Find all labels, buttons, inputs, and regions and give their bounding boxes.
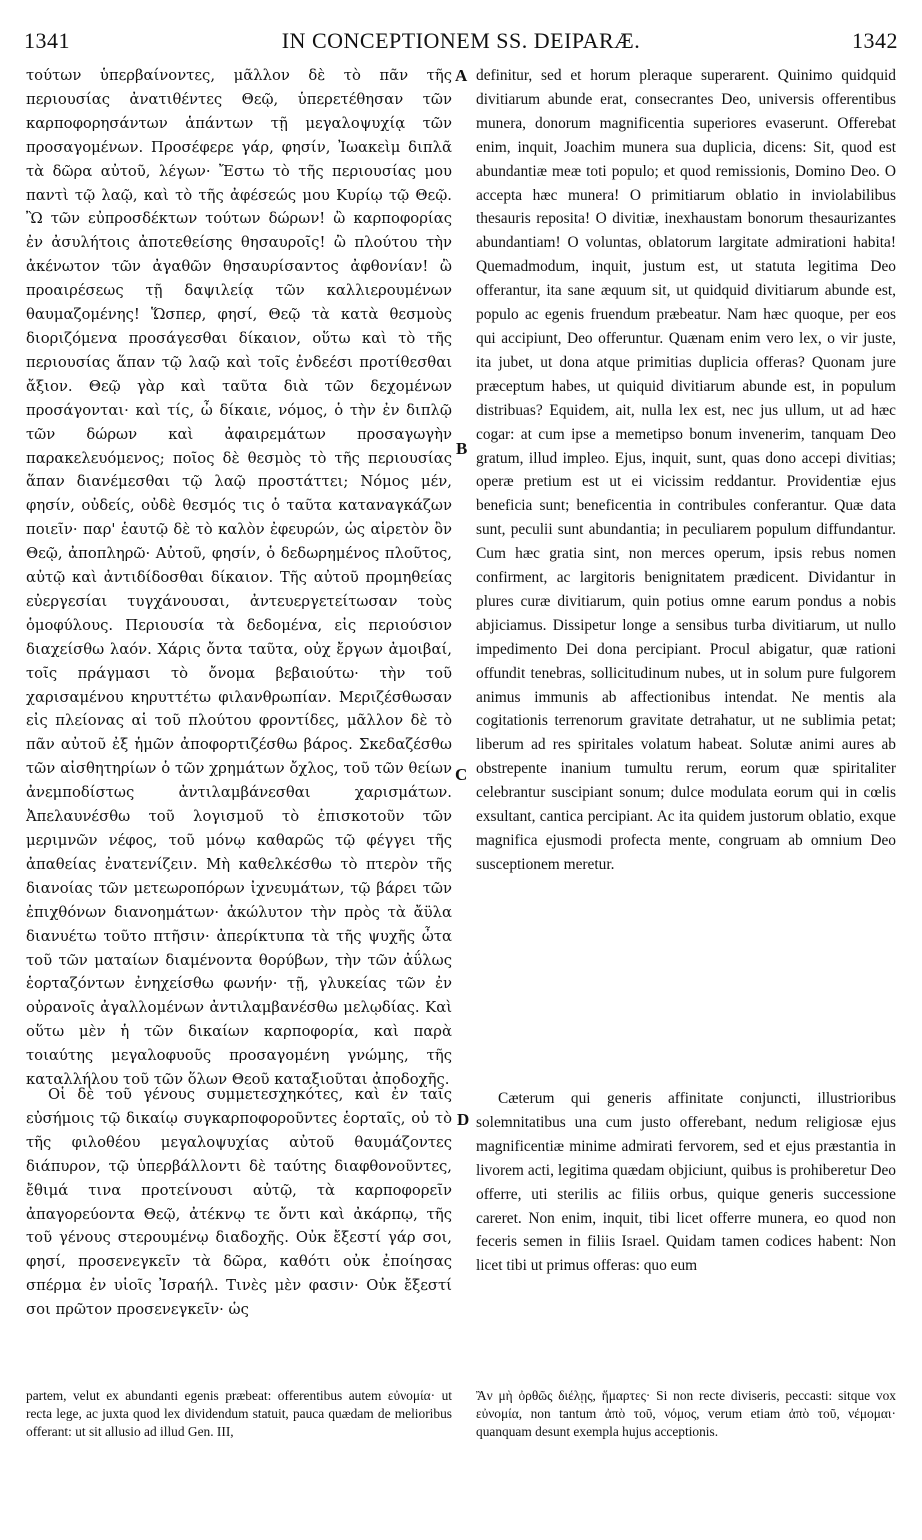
greek-paragraph-2: Οἱ δὲ τοῦ γένους συμμετεσχηκότες, καὶ ἐν ταῖς εὐσήμοις τῷ δικαίῳ συγκαρποφοροῦντες ἑορταῖς, οὐ τὸ τῆς φιλοθέου μεγαλοψυχίας αὐτοῦ θαυμάζοντες διάπυρον, τῷ ὑπερβάλλοντι δὲ ταύτης διαφθονοῦντες, ἔθιμά τινα προτείνουσι αὐτῷ, τὰ καρποφορεῖν ἀπαγορεύοντα Θεῷ, ἀτέκνῳ τε ὄντι καὶ ἀκάρπῳ, τῆς τοῦ γένους στερουμένῳ διαδοχῆς. Οὐκ ἔξεστί γάρ σοι, φησί, προσενεγκεῖν τὰ δῶρα, καθότι οὐκ ἐποίησας σπέρμα ἐν υἱοῖς Ἰσραήλ. Τινὲς μὲν φασιν· Οὐκ ἔξεστί σοι πρῶτον προσενεγκεῖν· ὡς (26, 1086, 452, 1319)
footnote-right: Ἂν μὴ ὀρθῶς διέλῃς, ἥμαρτες· Si non recte diviseris, peccasti: sitque vox εὐνομία, non tantum ἀπὸ τοῦ, νόμος, verum etiam ἀπὸ τοῦ, νέμομαι· quanquam desunt exempla hujus acceptionis. (476, 1388, 896, 1439)
latin-paragraph-1: definitur, sed et horum pleraque superarent. Quinimo quidquid divitiarum abunde erat, consecrantes Deo, universis offerentibus munera, donorum magnificentia superiores evaserunt. Offerebat enim, inquit, Joachim munera sua duplicia, dicens: Sit, quod est abundantiæ meæ toti populo; et quod remissionis, Domino Deo. O accepta hæc munera! O primitiarum oblatio in inviolabilibus thesauris reposita! O divitiæ, inexhaustam bonorum thesaurizantes abundantiam! O voluntas, oblatorum largitate admirationi habita! Quemadmodum, inquit, justum est, ut statuta legitima Deo offerantur, ita sane æquum sit, ut quidquid divitiarum abunde est, populo ac egenis fruendum præbeatur. Nam hæc quoque, per eos qui accipiunt, Deo offeruntur. Quænam enim vero lex, o vir juste, ita jubet, ut dona atque primitias duplicia offeras? Quonam jure præceptum habes, ut quiquid divitiarum abunde est, in populum distribuas? Equidem, ait, nulla lex est, nec jus ullum, ut ad hæc cogar: at cum ipse a memetipso bonum invenerim, tanquam Deo gratum, illud impleo. Ejus, inquit, sunt, quas dono accepi divitias; operæ pretium est ut ei vicissim reddantur. Providentiæ ejus beneficia sunt; beneficentia in contribules conferantur. Quæ data sunt, peculii sunt abundantia; in peculiarem populum diffundantur. Cum hæc gratia sint, non merces operum, ipsis rebus nomen confirment, ac largitoris benignitatem prædicent. Dividantur in plures curæ divitiarum, quin potius omne earum pondus a nobis abjiciamus. Dissipetur longe a sensibus turba divitiarum, ut nullo impedimento Dei dona percipiant. Procul abigatur, quæ rationi offundit tenebras, sollicitudinum nubes, ut in solum pure fulgorem animus immunis ab affectionibus intendat. Ne mentis ala cogitationis terrenorum gravitate detrahatur, ut ne sublimia petat; liberum ad res spiritales volatum habeat. Solutæ animi aures ab obstrepente inanium tumultu rerum, eorum quæ spiritaliter celebrantur suscipiant sonum; dulce modulata eorum qui in cœlis exsultant, cantica percipiant. Ac ita quidem justorum oblatio, exque magnifica ejusmodi profecta mente, congruam ab omnium Deo susceptionem meretur. (476, 67, 896, 873)
footnote-left: partem, velut ex abundanti egenis præbeat: offerentibus autem εὐνομία· ut recta lege, ac juxta quod lex dividendum statuit, pauca quædam de melioribus offerant: ut sit allusio ad illud Gen. III, (26, 1388, 452, 1439)
greek-column-upper (26, 64, 452, 1092)
page-number-left: 1341 (24, 28, 70, 53)
section-marker-a: A (455, 66, 468, 85)
section-marker-d: D (457, 1110, 470, 1129)
running-title: IN CONCEPTIONEM SS. DEIPARÆ. (281, 28, 641, 53)
latin-column-lower (476, 1087, 896, 1278)
latin-paragraph-2: Cæterum qui generis affinitate conjuncti, illustrioribus solemnitatibus una cum justo offerebant, nedum religiosæ ejus magnificentiæ minime admirati fervorem, sed et ejus præstantia in livorem acti, legitima quædam objiciunt, quibus is prohiberetur Deo offerre, uti sterilis ac filiis orbus, quique generis successione careret. Non enim, inquit, tibi licet offerre munera, eo quod non feceris semen in filiis Israel. Quidam tamen codices habent: Non licet tibi ut primus offeras: quo eum (476, 1090, 896, 1275)
section-marker-c: C (455, 765, 468, 784)
section-marker-b: B (456, 439, 468, 458)
page-header (24, 28, 898, 62)
greek-paragraph-1: τούτων ὑπερβαίνοντες, μᾶλλον δὲ τὸ πᾶν τῆς περιουσίας ἀνατιθέντες Θεῷ, ὑπερετέθησαν τῶν καρποφορησάντων ἁπάντων τῇ μεγαλοψυχίᾳ τῶν προσαγομένων. Προσέφερε γάρ, φησίν, Ἰωακεὶμ διπλᾶ τὰ δῶρα αὐτοῦ, λέγων· Ἔστω τὸ τῆς περιουσίας μου παντὶ τῷ λαῷ, καὶ τὸ τῆς ἀφέσεώς μου Κυρίῳ τῷ Θεῷ. Ὢ τῶν εὐπροσδέκτων τούτων δώρων! ὢ καρποφορίας ἐν ἀσυλήτοις ἀποτεθείσης θησαυροῖς! ὢ πλούτου τὴν ἀκένωτον τῶν ἀγαθῶν θησαυρίσαντος ἀφθονίαν! ὢ προαιρέσεως τῇ δαψιλείᾳ τῶν καλλιερουμένων θαυμαζομένης! Ὥσπερ, φησί, Θεῷ τὰ κατὰ θεσμοὺς διοριζόμενα προσάγεσθαι δίκαιον, οὕτω καὶ τὸ τῆς περιουσίας ἅπαν τῷ λαῷ καὶ τοῖς ἐνδεέσι προτίθεσθαι ἄξιον. Θεῷ γὰρ καὶ ταῦτα διὰ τῶν δεχομένων προσάγονται· καὶ τίς, ὦ δίκαιε, νόμος, ὁ τὴν ἐν διπλῷ τῶν δώρων καὶ ἀφαιρεμάτων προσαγωγὴν παρακελευόμενος; ποῖος δὲ θεσμὸς τὸ τῆς περιουσίας ἅπαν διανέμεσθαι τῷ λαῷ προστάττει; Νόμος μέν, φησίν, οὐδείς, οὐδὲ θεσμός τις ὁ ταῦτα καταναγκάζων ποιεῖν· παρ' ἑαυτῷ δὲ τὸ καλὸν ἐφευρών, ὡς αἱρετὸν ὂν Θεῷ, ἀποπληρῶ· Αὐτοῦ, φησίν, ὁ δεδωρημένος πλοῦτος, αὐτῷ καὶ ἀντιδίδοσθαι δίκαιον. Τῆς αὐτοῦ προμηθείας εὐεργεσίαι τυγχάνουσαι, ἀντευεργετείτωσαν τοὺς ὁμοφύλους. Περιουσία τὰ δεδομένα, εἰς περιούσιον διαχείσθω λαόν. Χάρις ὄντα ταῦτα, οὐχ ἔργων ἀμοιβαί, τοῖς πράγμασι τὸ ὄνομα βεβαιούτω· τὴν τοῦ χαρισαμένου κηρυττέτω φιλανθρωπίαν. Μεριζέσθωσαν εἰς πλείονας αἱ τοῦ πλούτου φροντίδες, μᾶλλον δὲ τὸ πᾶν αὐτοῦ ἐξ ἡμῶν ἀποφορτιζέσθω βάρος. Σκεδαζέσθω τῶν αἰσθητηρίων ὁ τῶν χρημάτων ὄχλος, τοῦ τῶν θείων ἀνεμποδίστως ἀντιλαμβάνεσθαι χαρισμάτων. Ἀπελαυνέσθω τοῦ λογισμοῦ τὸ ἐπισκοτοῦν τῶν μεριμνῶν νέφος, τοῦ μόνῳ καθαρῶς τῷ φέγγει τῆς ἀπαθείας ἐνατενίζειν. Μὴ καθελκέσθω τὸ πτερὸν τῆς διανοίας τῶν μετεωροπόρων ἰχνευμάτων, τῷ βάρει τῶν ἐπιχθόνων διανοημάτων· ἀκώλυτον τὴν πρὸς τὰ ἄϋλα διανυέτω τοῦτο πτῆσιν· ἀπερίκτυπα τὰ τῆς ψυχῆς ὦτα τοῦ τῶν ματαίων διαμένοντα θορύβων, τὴν τῶν ἀΰλως ἑορταζόντων ἐνηχείσθω φωνήν· τῇ, γλυκείας τῶν ἐν οὐρανοῖς ἀγαλλομένων ἀντιλαμβανέσθω μελῳδίας. Καὶ οὕτω μὲν ἡ τῶν δικαίων καρποφορία, καὶ παρὰ τοιαύτης μεγαλοφυοῦς προσαγομένη γνώμης, τῆς καταλλήλου τοῦ τῶν ὅλων Θεοῦ καταξιοῦται ἀποδοχῆς. (26, 67, 452, 1089)
greek-column-lower (26, 1083, 452, 1322)
page-number-right: 1342 (852, 28, 898, 53)
latin-column-upper (476, 64, 896, 877)
